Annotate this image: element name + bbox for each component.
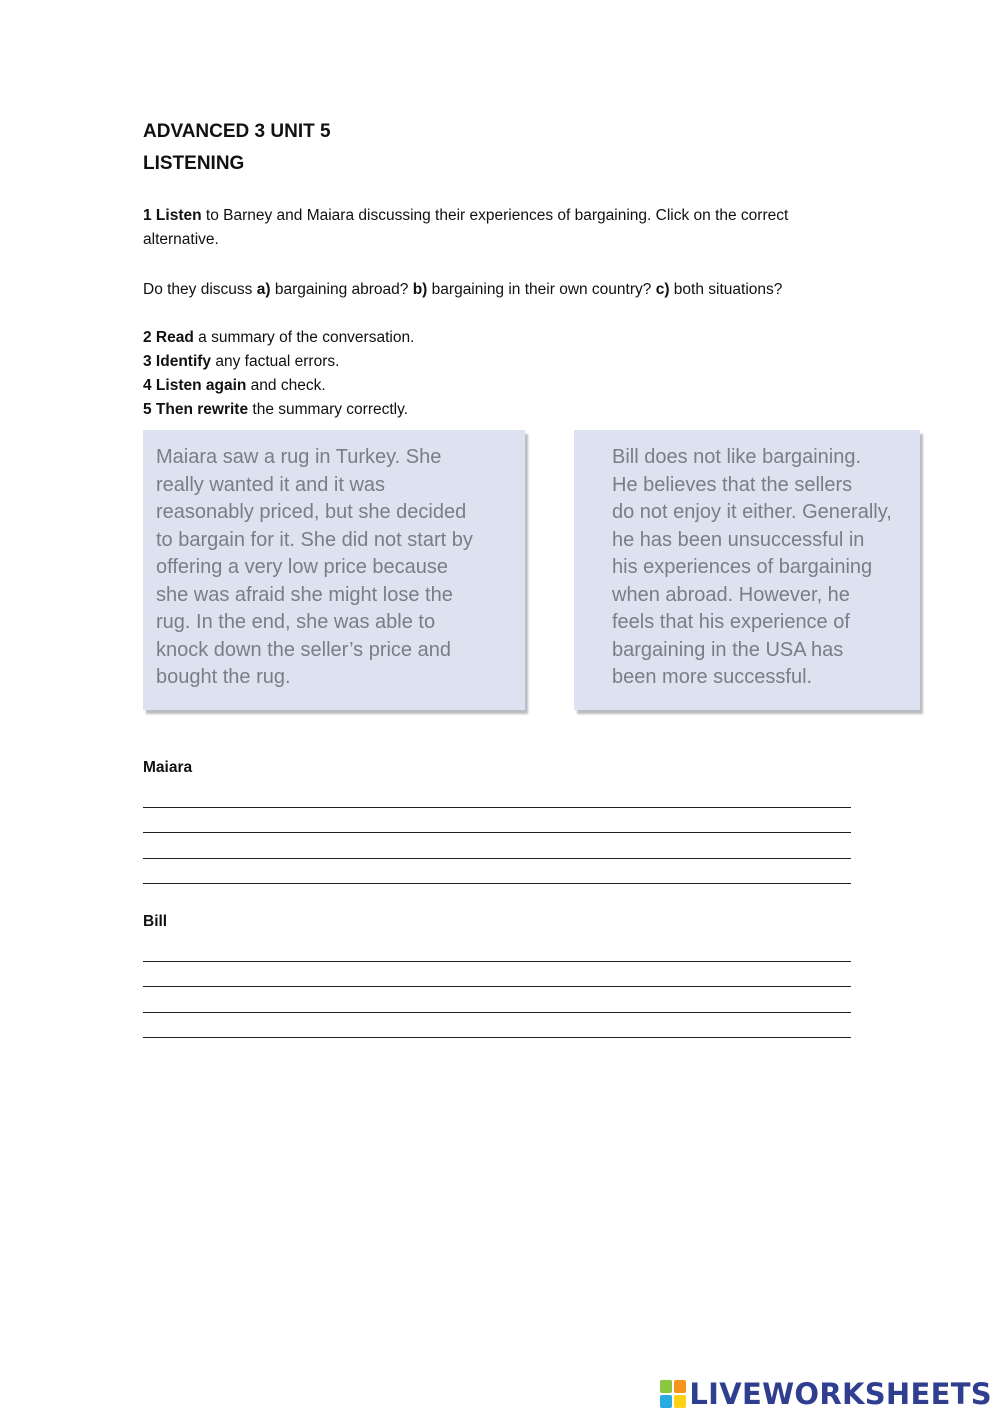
summary-line: bargaining in the USA has: [612, 638, 844, 661]
liveworksheets-logo: [660, 1378, 992, 1410]
step-text: the summary correctly.: [248, 401, 409, 418]
summary-line: his experiences of bargaining: [612, 556, 873, 578]
summary-line: offering a very low price because: [156, 556, 449, 578]
step-keyword: 2 Read: [143, 329, 194, 346]
answer-line[interactable]: [143, 1013, 851, 1039]
summary-line: bought the rug.: [156, 666, 291, 688]
summary-line: he has been unsuccessful in: [612, 528, 865, 551]
answer-line[interactable]: [143, 782, 851, 808]
step-item: [143, 350, 414, 374]
maiara-answer-label: Maiara: [143, 759, 193, 776]
option-b-text[interactable]: bargaining in their own country?: [427, 281, 656, 298]
step-text: a summary of the conversation.: [193, 329, 415, 346]
maiara-summary-box: [143, 430, 525, 710]
title-unit: ADVANCED 3 UNIT 5: [143, 121, 331, 142]
question-text: Do they discuss: [143, 281, 257, 298]
step-item: [143, 398, 414, 422]
steps-list: [143, 326, 414, 422]
option-b-label[interactable]: b): [412, 281, 428, 298]
step-keyword: 3 Identify: [143, 353, 212, 370]
summary-line: she was afraid she might lose the: [156, 583, 453, 606]
option-c-label[interactable]: c): [655, 281, 670, 298]
summary-line: when abroad. However, he: [612, 583, 850, 606]
step-item: [143, 374, 414, 398]
step-text: any factual errors.: [211, 353, 340, 370]
maiara-answer-lines: [143, 782, 851, 884]
task-1-keyword: 1 Listen: [143, 207, 202, 224]
summary-line: Bill does not like bargaining.: [612, 446, 862, 468]
logo-icon-square: [660, 1395, 672, 1408]
task-1-instruction: [143, 204, 863, 252]
bill-answer-label: Bill: [143, 913, 168, 930]
answer-line[interactable]: [143, 808, 851, 834]
summary-line: been more successful.: [612, 666, 813, 688]
summary-line: to bargain for it. She did not start by: [156, 528, 473, 551]
bill-summary-box: [574, 430, 920, 710]
summary-line: do not enjoy it either. Generally,: [612, 501, 892, 523]
summary-line: feels that his experience of: [612, 611, 850, 633]
option-a-label[interactable]: a): [256, 281, 271, 298]
answer-line[interactable]: [143, 962, 851, 988]
task-1-text: to Barney and Maiara discussing their experiences of bargaining. Click on the correct alternative.: [143, 207, 789, 248]
liveworksheets-logo-icon: [660, 1380, 686, 1408]
summary-line: reasonably priced, but she decided: [156, 501, 467, 523]
question-alternatives: [143, 278, 863, 302]
step-keyword: 5 Then rewrite: [143, 401, 249, 418]
step-text: and check.: [246, 377, 326, 394]
option-c-text[interactable]: both situations?: [669, 281, 783, 298]
logo-icon-square: [660, 1380, 672, 1393]
summary-line: rug. In the end, she was able to: [156, 611, 436, 633]
logo-text: LIVEWORKSHEETS: [689, 1377, 992, 1411]
answer-line[interactable]: [143, 833, 851, 859]
summary-line: knock down the seller’s price and: [156, 638, 451, 661]
answer-line[interactable]: [143, 936, 851, 962]
step-item: [143, 326, 414, 350]
logo-icon-square: [674, 1380, 686, 1393]
answer-line[interactable]: [143, 987, 851, 1013]
option-a-text[interactable]: bargaining abroad?: [270, 281, 413, 298]
summary-line: He believes that the sellers: [612, 473, 853, 496]
answer-line[interactable]: [143, 859, 851, 885]
bill-answer-lines: [143, 936, 851, 1038]
step-keyword: 4 Listen again: [143, 377, 247, 394]
summary-line: really wanted it and it was: [156, 473, 386, 496]
logo-icon-square: [674, 1395, 686, 1408]
summary-line: Maiara saw a rug in Turkey. She: [156, 446, 442, 468]
title-section: LISTENING: [143, 153, 245, 174]
